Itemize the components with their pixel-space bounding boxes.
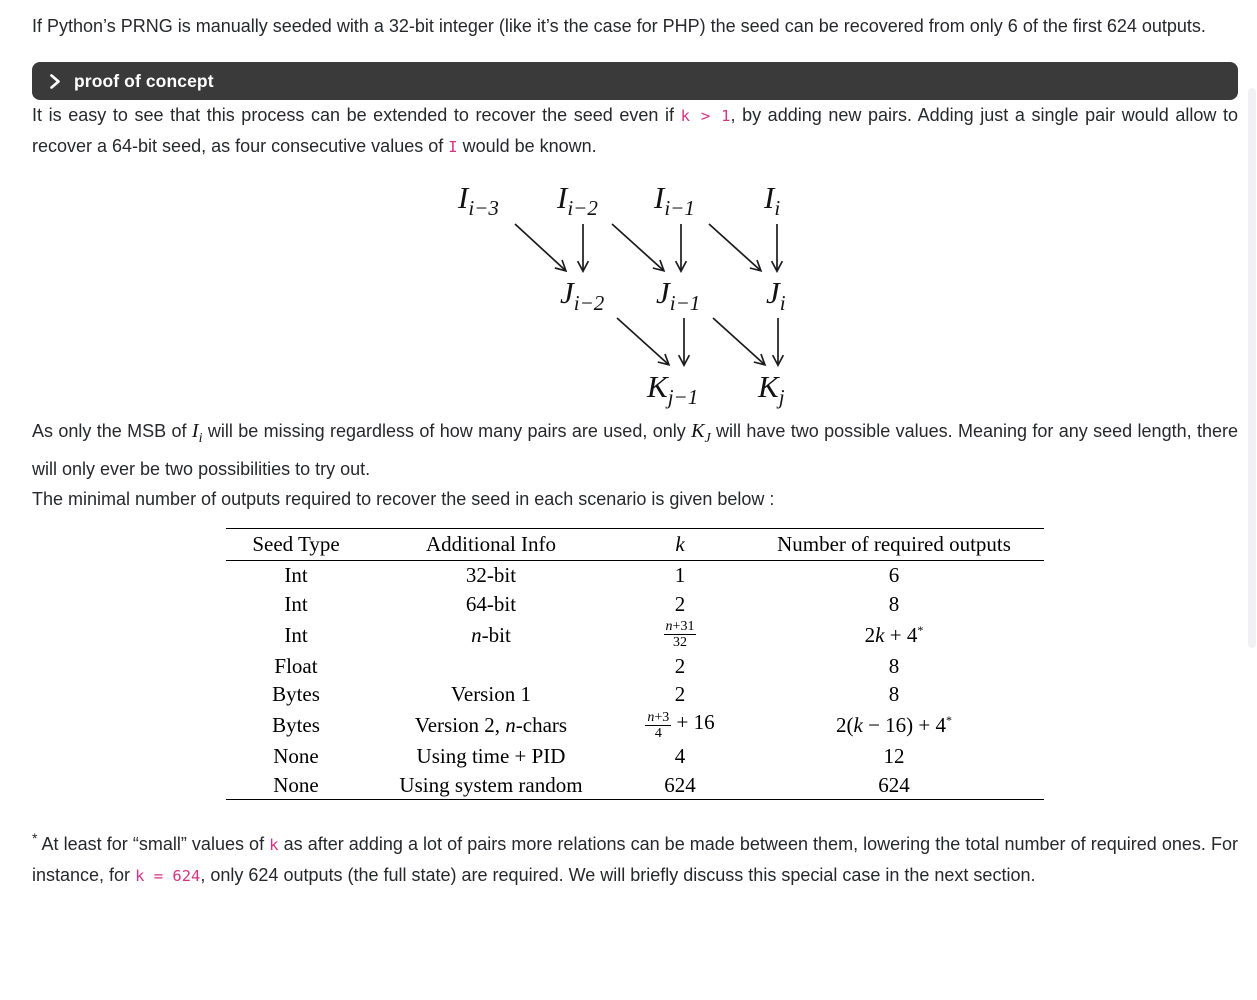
column-header: Number of required outputs bbox=[744, 529, 1044, 561]
msb-text-1: As only the MSB of bbox=[32, 421, 192, 441]
footnote-text-3: , only 624 outputs (the full state) are required. We will briefly discuss this special case in the next section. bbox=[200, 864, 1036, 885]
table-cell: $\frac{n+31}{32}$ bbox=[665, 619, 695, 651]
diagram-node-I-i-3: $I_{i-3}$ bbox=[458, 180, 499, 220]
code-k-eq-624: k = 624 bbox=[135, 866, 201, 885]
table-cell: 624 bbox=[878, 772, 910, 797]
footnote-text-1: At least for “small” values of bbox=[37, 833, 270, 854]
table-cell: None bbox=[273, 744, 319, 769]
diagram-node-J-i-1: $J_{i-1}$ bbox=[656, 275, 701, 315]
table-cell: 624 bbox=[664, 772, 696, 797]
table-cell: Bytes bbox=[272, 682, 320, 707]
table-intro-paragraph bbox=[32, 484, 1238, 514]
table-cell: 1 bbox=[674, 563, 686, 588]
table-cell: Int bbox=[284, 591, 308, 616]
column-header: Additional Info bbox=[366, 529, 616, 561]
table-cell: 4 bbox=[674, 744, 686, 769]
table-cell: Bytes bbox=[272, 713, 320, 738]
table-cell: Version 1 bbox=[451, 682, 531, 707]
table-cell: Float bbox=[274, 653, 318, 678]
required-outputs-table bbox=[226, 528, 1044, 800]
extension-text-2: , by adding new pairs. Adding just a single pair would allow to recover a 64-bit seed, as four consecutive values of bbox=[32, 105, 1238, 156]
footnote-paragraph bbox=[32, 823, 1238, 891]
table-cell: 2 bbox=[674, 653, 686, 678]
diagram-node-J-i-2: $J_{i-2}$ bbox=[560, 275, 605, 315]
arrow-Ii1-Ji bbox=[709, 224, 760, 270]
table-cell: Version 2, n-chars bbox=[414, 713, 568, 738]
table-cell: 2 bbox=[674, 682, 686, 707]
diagram-node-I-i-2: $I_{i-2}$ bbox=[557, 180, 598, 220]
table-row bbox=[226, 561, 1044, 590]
required-outputs-table-wrap bbox=[32, 528, 1238, 800]
diagram-node-K-j: $K_j$ bbox=[758, 369, 785, 409]
table-cell: 6 bbox=[888, 563, 900, 588]
code-k: k bbox=[269, 835, 279, 854]
table-cell: 2 bbox=[674, 591, 686, 616]
column-header: k bbox=[616, 529, 744, 561]
table-cell: Int bbox=[284, 622, 308, 647]
table-cell bbox=[366, 652, 616, 680]
table-header-row bbox=[226, 529, 1044, 561]
arrow-Ji2-Kj1 bbox=[617, 318, 668, 364]
math-K-J: $K_J$ bbox=[691, 420, 711, 446]
table-cell: 8 bbox=[888, 682, 900, 707]
recurrence-diagram bbox=[32, 174, 1238, 416]
table-row bbox=[226, 708, 1044, 742]
diagram-node-I-i: $I_i$ bbox=[764, 180, 781, 220]
table-cell: 2k + 4* bbox=[864, 622, 924, 647]
code-I: I bbox=[448, 138, 458, 156]
extension-paragraph bbox=[32, 100, 1238, 162]
arrow-Ji1-Kj bbox=[713, 318, 764, 364]
table-cell: 8 bbox=[888, 591, 900, 616]
intro-text: If Python’s PRNG is manually seeded with a 32-bit integer (like it’s the case for PHP) the seed can be recovered from only 6 of the first 624 outputs. bbox=[32, 16, 1206, 36]
table-cell: Using time + PID bbox=[416, 744, 566, 769]
scrollbar[interactable] bbox=[1248, 88, 1256, 648]
table-row bbox=[226, 771, 1044, 800]
extension-text-3: would be known. bbox=[457, 136, 597, 156]
table-row bbox=[226, 742, 1044, 770]
footnote-asterisk: * bbox=[32, 829, 38, 846]
recurrence-diagram-svg bbox=[435, 174, 835, 416]
column-header: Seed Type bbox=[226, 529, 366, 561]
table-row bbox=[226, 590, 1044, 618]
table-cell: 2(k − 16) + 4* bbox=[835, 713, 952, 738]
diagram-node-I-i-1: $I_{i-1}$ bbox=[654, 180, 695, 220]
table-cell: 8 bbox=[888, 653, 900, 678]
msb-text-3: will have two possible values. Meaning for any seed length, there will only ever be two possibilities to try out. bbox=[32, 421, 1238, 479]
table-intro-text: The minimal number of outputs required to recover the seed in each scenario is given below : bbox=[32, 489, 775, 509]
table-row bbox=[226, 652, 1044, 680]
arrow-Ii2-Ji1 bbox=[612, 224, 663, 270]
table-cell: $\frac{n+3}{4}$ + 16 bbox=[647, 709, 715, 742]
table-cell: 32-bit bbox=[465, 563, 517, 588]
table-cell: n-bit bbox=[471, 622, 511, 647]
table-cell: 12 bbox=[883, 744, 905, 769]
extension-text-1: It is easy to see that this process can be extended to recover the seed even if bbox=[32, 105, 681, 125]
diagram-node-K-j-1: $K_{j-1}$ bbox=[647, 369, 699, 409]
msb-paragraph bbox=[32, 416, 1238, 484]
intro-paragraph bbox=[32, 11, 1238, 41]
table-cell: Int bbox=[284, 563, 308, 588]
table-row bbox=[226, 680, 1044, 708]
footnote-text-2: as after adding a lot of pairs more relations can be made between them, lowering the total number of required ones. For instance, for bbox=[32, 833, 1238, 885]
msb-text-2: will be missing regardless of how many pairs are used, only bbox=[202, 421, 692, 441]
proof-of-concept-toggle[interactable] bbox=[32, 62, 1238, 100]
diagram-node-J-i: $J_i$ bbox=[766, 275, 786, 315]
table-cell: 64-bit bbox=[465, 591, 517, 616]
table-row bbox=[226, 618, 1044, 652]
chevron-right-icon bbox=[49, 73, 61, 90]
table-cell: Using system random bbox=[399, 772, 583, 797]
code-k-gt-1: k > 1 bbox=[680, 107, 731, 125]
proof-of-concept-label: proof of concept bbox=[74, 70, 214, 91]
table-cell: None bbox=[273, 772, 319, 797]
math-I-i: $I_i$ bbox=[191, 420, 203, 446]
arrow-Ii3-Ji2 bbox=[515, 224, 565, 270]
